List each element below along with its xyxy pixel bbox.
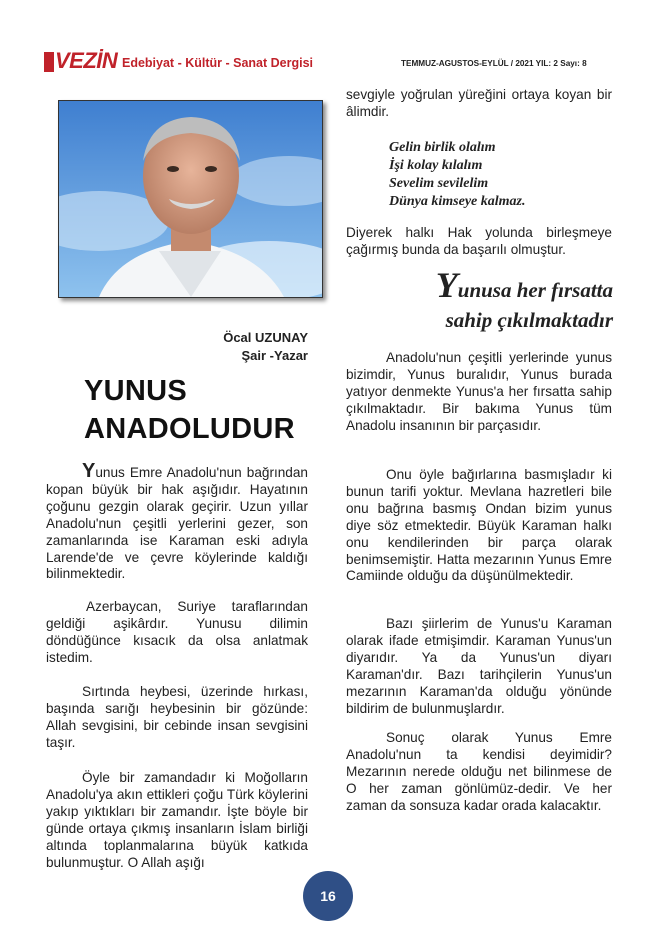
paragraph: Sonuç olarak Yunus Emre Anadolu'nun ta kendisi deyimidir? Mezarının nerede olduğu net bilinmese de O her zaman gönlümüz-dedir. Ve her zaman da sonsuza kadar orada kalacaktır.: [346, 730, 612, 813]
issue-info: TEMMUZ-AGUSTOS-EYLÜL / 2021 YIL: 2 Sayı: 8: [401, 59, 587, 68]
poem-line: Dünya kimseye kalmaz.: [389, 194, 526, 209]
subheading-initial: Y: [435, 265, 458, 305]
poem-line: İşi kolay kılalım: [389, 158, 483, 173]
magazine-tagline: Edebiyat - Kültür - Sanat Dergisi: [122, 56, 314, 70]
paragraph: Diyerek halkı Hak yolunda birleşmeye çağırmış bunda da başarılı olmuştur.: [346, 225, 612, 257]
left-column: [46, 460, 308, 583]
author-byline: [223, 329, 308, 365]
logo-mark: [44, 52, 54, 72]
title-line-1: YUNUS: [84, 375, 188, 407]
paragraph: Sırtında heybesi, üzerinde hırkası, başında sarığı heybesinin bir gözünde: Allah sevgisini, bir cebinde insan sevgisini taşır.: [46, 684, 308, 750]
author-name: Öcal UZUNAY: [223, 330, 308, 345]
logo-text: VEZİN: [55, 48, 118, 73]
page-number-badge: [303, 871, 353, 921]
section-subheading: Yunusa her fırsatta sahip çıkılmaktadır: [435, 265, 613, 332]
paragraph: Onu öyle bağırlarına basmışladır ki bunun tarifi yoktur. Mevlana hazretleri bile onu bağrına basmış Ondan bizim yunus diye söz etmektedir. Büyük Karaman halkı onu kendilerinden bir parça olarak benimsemiştir. Hatta mezarının Yunus Emre Camiinde olduğu da düşünülmektedir.: [346, 467, 612, 584]
author-portrait-image: [59, 101, 322, 297]
paragraph: Azerbaycan, Suriye taraflarından geldiği aşikârdır. Yunusu dilimin döndüğünce kısacık da olsa anlatmak istedim.: [46, 599, 308, 665]
article-title: [84, 372, 295, 448]
poem-line: Sevelim sevilelim: [389, 176, 489, 191]
author-role: Şair -Yazar: [241, 348, 308, 363]
title-line-2: ANADOLUDUR: [84, 413, 295, 445]
page-number: 16: [320, 888, 336, 904]
paragraph: Bazı şiirlerim de Yunus'u Karaman olarak ifade etmişimdir. Karaman Yunus'un diyarıdır. Ya da Yunus'un diyarı Karaman'dır. Bazı tarihçilerin Yunus'un mezarının Karaman'da olduğu yönünde bildirim de bulunmuşlardır.: [346, 616, 612, 716]
paragraph: Anadolu'nun çeşitli yerlerinde yunus bizimdir, Yunus buralıdır, Yunus burada yatıyor denmekte Yunus'a her fırsatta sahip çıkılmaktadır. Bir bakıma Yunus tüm Anadolu insanının bir parçasıdır.: [346, 350, 612, 433]
poem-line: Gelin birlik olalım: [389, 140, 496, 155]
paragraph: sevgiyle yoğrulan yüreğini ortaya koyan bir âlimdir.: [346, 87, 612, 119]
author-photo: [58, 100, 323, 298]
poem: [389, 139, 526, 211]
magazine-logo: [44, 46, 117, 72]
paragraph: Öyle bir zamandadır ki Moğolların Anadolu'ya akın ettikleri çoğu Türk köylerini yakıp yıktıkları bir zamandır. İşte böyle bir günde ortaya çıkmış insanların İslam birliği altında toplanmalarına büyük katkıda bulunmuştur. O Allah aşığı: [46, 770, 308, 870]
drop-cap: Y: [82, 460, 96, 482]
paragraph: Yunus Emre Anadolu'nun bağrından kopan büyük bir hak aşığıdır. Hayatının çoğunu gezgin olarak geçirir. Uzun yıllar Anadolu'nun çeşitli yerlerini gezer, son zamanlarında ise Karaman eski adıyla Larende'de ve çevre köylerinde kaldığı bilinmektedir.: [46, 460, 308, 582]
